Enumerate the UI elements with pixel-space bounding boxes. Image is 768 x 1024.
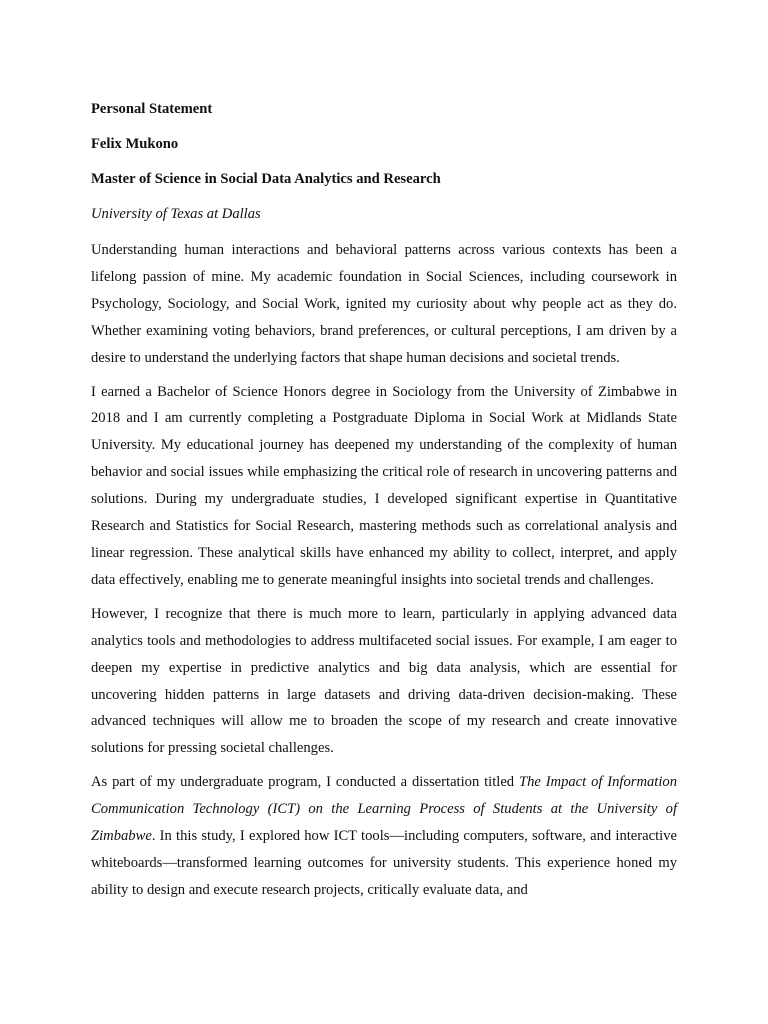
paragraph-3: However, I recognize that there is much more to learn, particularly in applying advanced data analytics tools and methodologies to address multifaceted social issues. For example, I am eager to deepen my expertise in predictive analytics and big data analysis, which are essential for uncovering hidden patterns in large datasets and driving data-driven decision-making. These advanced techniques will allow me to broaden the scope of my research and create innovative solutions for pressing societal challenges. — [91, 605, 677, 757]
paragraph-4 — [91, 769, 677, 904]
paragraph-2: I earned a Bachelor of Science Honors degree in Sociology from the University of Zimbabwe in 2018 and I am currently completing a Postgraduate Diploma in Social Work at Midlands State University. My educational journey has deepened my understanding of the complexity of human behavior and social issues while emphasizing the critical role of research in uncovering patterns and solutions. During my undergraduate studies, I developed significant expertise in Quantitative Research and Statistics for Social Research, mastering methods such as correlational analysis and linear regression. These analytical skills have enhanced my ability to collect, interpret, and apply data effectively, enabling me to generate meaningful insights into societal trends and challenges. — [91, 383, 677, 588]
document-body — [91, 98, 677, 911]
university-name: University of Texas at Dallas — [91, 206, 261, 222]
paragraph-4-intro: As part of my undergraduate program, I conducted a dissertation titled — [91, 774, 519, 791]
author-name: Felix Mukono — [91, 136, 179, 152]
paragraph-4-body: . In this study, I explored how ICT tools—including computers, software, and interactive whiteboards—transformed learning outcomes for university students. This experience honed my ability to design and execute research projects, critically evaluate data, and — [91, 828, 677, 898]
document-title: Personal Statement — [91, 101, 213, 117]
dissertation-title: The Impact of Information Communication Technology (ICT) on the Learning Process of Students at the University of Zimbabwe — [91, 774, 677, 845]
program-name: Master of Science in Social Data Analytics and Research — [91, 171, 441, 187]
paragraph-1: Understanding human interactions and behavioral patterns across various contexts has been a lifelong passion of mine. My academic foundation in Social Sciences, including coursework in Psychology, Sociology, and Social Work, ignited my curiosity about why people act as they do. Whether examining voting behaviors, brand preferences, or cultural perceptions, I am driven by a desire to understand the underlying factors that shape human decisions and societal trends. — [91, 242, 677, 366]
